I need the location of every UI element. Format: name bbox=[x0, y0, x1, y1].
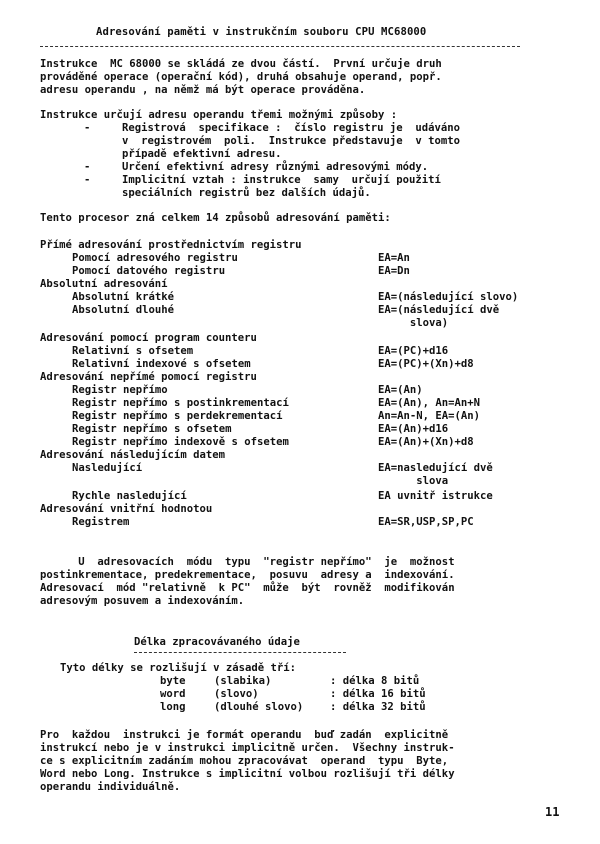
mode-name: Absolutní krátké bbox=[72, 291, 175, 303]
length-name: (dlouhé slovo) bbox=[214, 701, 304, 713]
note-line: postinkrementace, predekrementace, posuvu adresy a indexování. bbox=[40, 569, 455, 581]
length-type: byte bbox=[160, 675, 186, 687]
mode-name: Registr nepřímo s perdekrementací bbox=[72, 410, 283, 422]
mode-heading: Adresování následujícím datem bbox=[40, 449, 225, 461]
mode-ea: EA=SR,USP,SP,PC bbox=[378, 516, 474, 528]
mode-heading: Absolutní adresování bbox=[40, 278, 168, 290]
intro-line: Instrukce MC 68000 se skládá ze dvou částí. První určuje druh bbox=[40, 58, 442, 70]
way-dash: - bbox=[84, 161, 91, 173]
length-type: long bbox=[160, 701, 186, 713]
closing-line: ce s explicitním zadáním mohou zpracovávat operand typu Byte, bbox=[40, 755, 449, 767]
closing-line: operandu individuálně. bbox=[40, 781, 181, 793]
mode-ea: EA=(An), An=An+N bbox=[378, 397, 481, 409]
mode-name: Pomocí datového registru bbox=[72, 265, 226, 277]
section-subtitle: Délka zpracovávaného údaje bbox=[134, 636, 300, 648]
mode-name: Pomocí adresového registru bbox=[72, 252, 238, 264]
mode-ea: EA=(následující dvě bbox=[378, 304, 500, 316]
way-dash: - bbox=[84, 174, 91, 186]
length-name: (slovo) bbox=[214, 688, 259, 700]
mode-ea: EA=An bbox=[378, 252, 410, 264]
mode-ea: An=An-N, EA=(An) bbox=[378, 410, 481, 422]
intro-line: adresu operandu , na němž má být operace prováděna. bbox=[40, 84, 366, 96]
mode-ea: EA uvnitř istrukce bbox=[378, 490, 493, 502]
mode-ea: EA=(PC)+(Xn)+d8 bbox=[378, 358, 474, 370]
mode-ea: EA=(PC)+d16 bbox=[378, 345, 449, 357]
mode-heading: Adresování pomocí program counteru bbox=[40, 332, 257, 344]
note-line: adresovým posuvem a indexováním. bbox=[40, 595, 245, 607]
note-line: Adresovací mód "relativně k PC" může být rovněž modifikován bbox=[40, 582, 455, 594]
mode-ea: EA=(An) bbox=[378, 384, 423, 396]
mode-ea: EA=Dn bbox=[378, 265, 410, 277]
length-name: (slabika) bbox=[214, 675, 272, 687]
closing-line: Pro každou instrukci je formát operandu buď zadán explicitně bbox=[40, 729, 449, 741]
way-dash: - bbox=[84, 122, 91, 134]
mode-name: Registr nepřímo s postinkrementací bbox=[72, 397, 289, 409]
note-line: U adresovacích módu typu "registr nepřímo" je možnost bbox=[40, 556, 455, 568]
way-line: Určení efektivní adresy různými adresovými módy. bbox=[122, 161, 429, 173]
mode-ea: slova) bbox=[378, 317, 449, 329]
modes-intro: Tento procesor zná celkem 14 způsobů adresování paměti: bbox=[40, 212, 391, 224]
way-line: speciálních registrů bez dalších údajů. bbox=[122, 187, 371, 199]
mode-ea: EA=(An)+(Xn)+d8 bbox=[378, 436, 474, 448]
mode-name: Registr nepřímo s ofsetem bbox=[72, 423, 232, 435]
mode-ea: EA=(An)+d16 bbox=[378, 423, 449, 435]
length-value: : délka 32 bitů bbox=[330, 701, 426, 713]
mode-name: Nasledující bbox=[72, 462, 143, 474]
mode-heading: Adresování vnitřní hodnotou bbox=[40, 503, 213, 515]
closing-line: Word nebo Long. Instrukce s implicitní volbou rozlišují tři délky bbox=[40, 768, 455, 780]
mode-heading: Přímé adresování prostřednictvím registru bbox=[40, 239, 302, 251]
mode-name: Registr nepřímo bbox=[72, 384, 168, 396]
mode-ea: EA=(následující slovo) bbox=[378, 291, 519, 303]
mode-ea: slova bbox=[378, 475, 449, 487]
title-underline bbox=[40, 46, 520, 47]
mode-name: Relativní s ofsetem bbox=[72, 345, 194, 357]
way-line: Implicitní vztah : instrukce samy určují použití bbox=[122, 174, 441, 186]
page-title: Adresování paměti v instrukčním souboru CPU MC68000 bbox=[96, 26, 427, 38]
mode-name: Registr nepřímo indexově s ofsetem bbox=[72, 436, 289, 448]
mode-ea: EA=nasledující dvě bbox=[378, 462, 493, 474]
lengths-intro: Tyto délky se rozlišují v zásadě tří: bbox=[60, 662, 296, 674]
mode-heading: Adresování nepřímé pomocí registru bbox=[40, 371, 257, 383]
mode-name: Registrem bbox=[72, 516, 130, 528]
intro-line: prováděné operace (operační kód), druhá obsahuje operand, popř. bbox=[40, 71, 442, 83]
length-value: : délka 8 bitů bbox=[330, 675, 420, 687]
length-type: word bbox=[160, 688, 186, 700]
ways-heading: Instrukce určují adresu operandu třemi možnými způsoby : bbox=[40, 109, 398, 121]
way-line: v registrovém poli. Instrukce představuje v tomto bbox=[122, 135, 461, 147]
mode-name: Relativní indexové s ofsetem bbox=[72, 358, 251, 370]
mode-name: Absolutní dlouhé bbox=[72, 304, 175, 316]
subtitle-underline bbox=[134, 652, 346, 653]
way-line: Registrová specifikace : číslo registru je udáváno bbox=[122, 122, 461, 134]
closing-line: instrukcí nebo je v instrukci implicitně určen. Všechny instruk- bbox=[40, 742, 455, 754]
mode-name: Rychle nasledující bbox=[72, 490, 187, 502]
page-number: 11 bbox=[545, 805, 560, 819]
length-value: : délka 16 bitů bbox=[330, 688, 426, 700]
way-line: případě efektivní adresu. bbox=[122, 148, 282, 160]
